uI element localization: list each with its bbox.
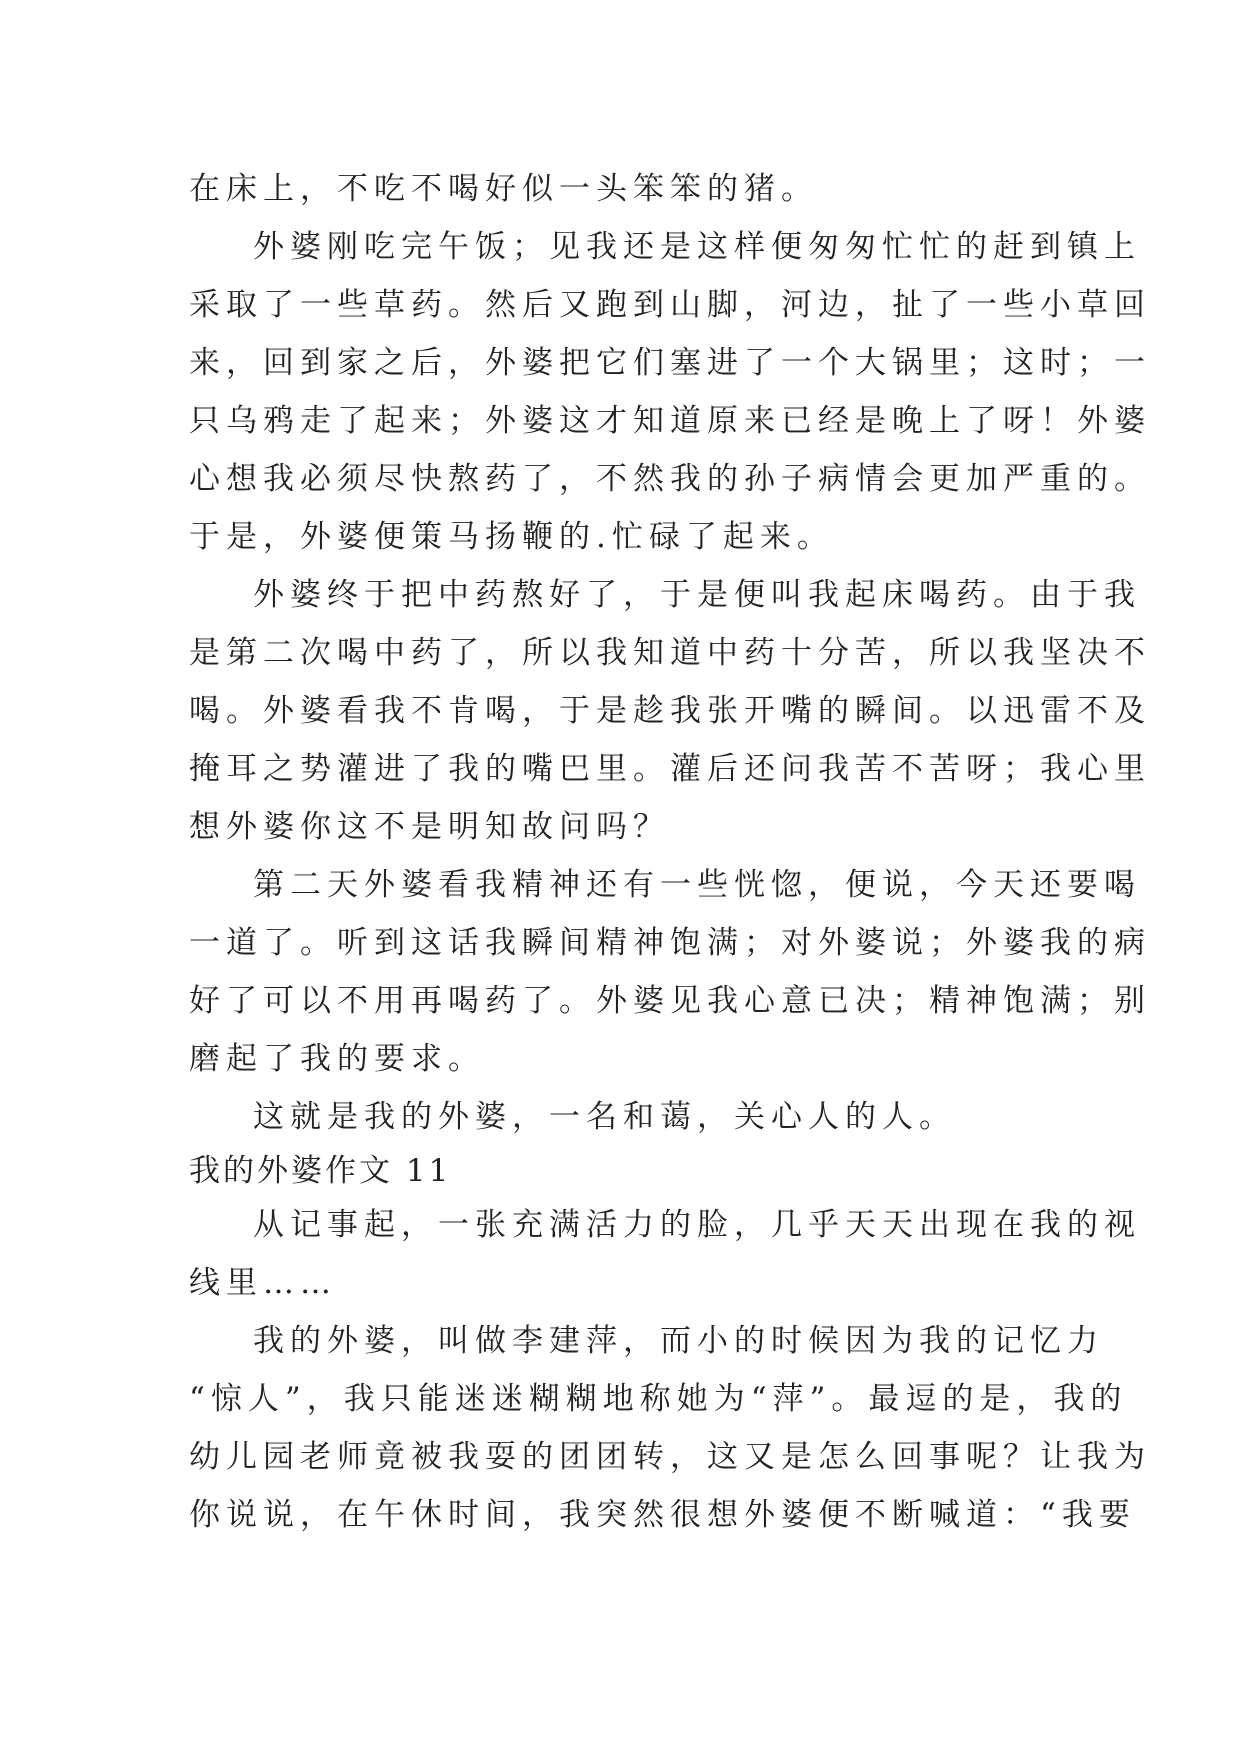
text-line: 好了可以不用再喝药了。外婆见我心意已决；精神饱满；别	[189, 983, 1151, 1019]
text-line: 线里……	[189, 1265, 337, 1301]
essay-heading: 我的外婆作文 11	[189, 1153, 452, 1189]
text-line: 喝。外婆看我不肯喝，于是趁我张开嘴的瞬间。以迅雷不及	[189, 693, 1151, 729]
text-line: 在床上，不吃不喝好似一头笨笨的猪。	[189, 171, 818, 207]
text-line: 一道了。听到这话我瞬间精神饱满；对外婆说；外婆我的病	[189, 925, 1151, 961]
text-line: 于是，外婆便策马扬鞭的.忙碌了起来。	[189, 519, 834, 555]
text-line: 只乌鸦走了起来；外婆这才知道原来已经是晚上了呀！外婆	[189, 403, 1151, 439]
paragraph-start-line: 第二天外婆看我精神还有一些恍惚，便说，今天还要喝	[253, 867, 1141, 903]
paragraph-start-line: 这就是我的外婆，一名和蔼，关心人的人。	[253, 1099, 956, 1135]
text-line: 想外婆你这不是明知故问吗？	[189, 809, 670, 845]
text-line: 你说说，在午休时间，我突然很想外婆便不断喊道：“我要	[189, 1497, 1136, 1533]
text-line: 幼儿园老师竟被我耍的团团转，这又是怎么回事呢？让我为	[189, 1439, 1151, 1475]
paragraph-start-line: 外婆刚吃完午饭；见我还是这样便匆匆忙忙的赶到镇上	[253, 229, 1141, 265]
text-line: 磨起了我的要求。	[189, 1041, 485, 1077]
text-line: 是第二次喝中药了，所以我知道中药十分苦，所以我坚决不	[189, 635, 1151, 671]
paragraph-start-line: 从记事起，一张充满活力的脸，几乎天天出现在我的视	[253, 1207, 1141, 1243]
text-line: 掩耳之势灌进了我的嘴巴里。灌后还问我苦不苦呀；我心里	[189, 751, 1151, 787]
text-line: “惊人”，我只能迷迷糊糊地称她为“萍”。最逗的是，我的	[189, 1381, 1128, 1417]
paragraph-start-line: 我的外婆，叫做李建萍，而小的时候因为我的记忆力	[253, 1323, 1104, 1359]
text-line: 来，回到家之后，外婆把它们塞进了一个大锅里；这时；一	[189, 345, 1151, 381]
paragraph-start-line: 外婆终于把中药熬好了，于是便叫我起床喝药。由于我	[253, 577, 1141, 613]
document-body	[189, 160, 1151, 1544]
text-line: 采取了一些草药。然后又跑到山脚，河边，扯了一些小草回	[189, 287, 1151, 323]
text-line: 心想我必须尽快熬药了，不然我的孙子病情会更加严重的。	[189, 461, 1151, 497]
